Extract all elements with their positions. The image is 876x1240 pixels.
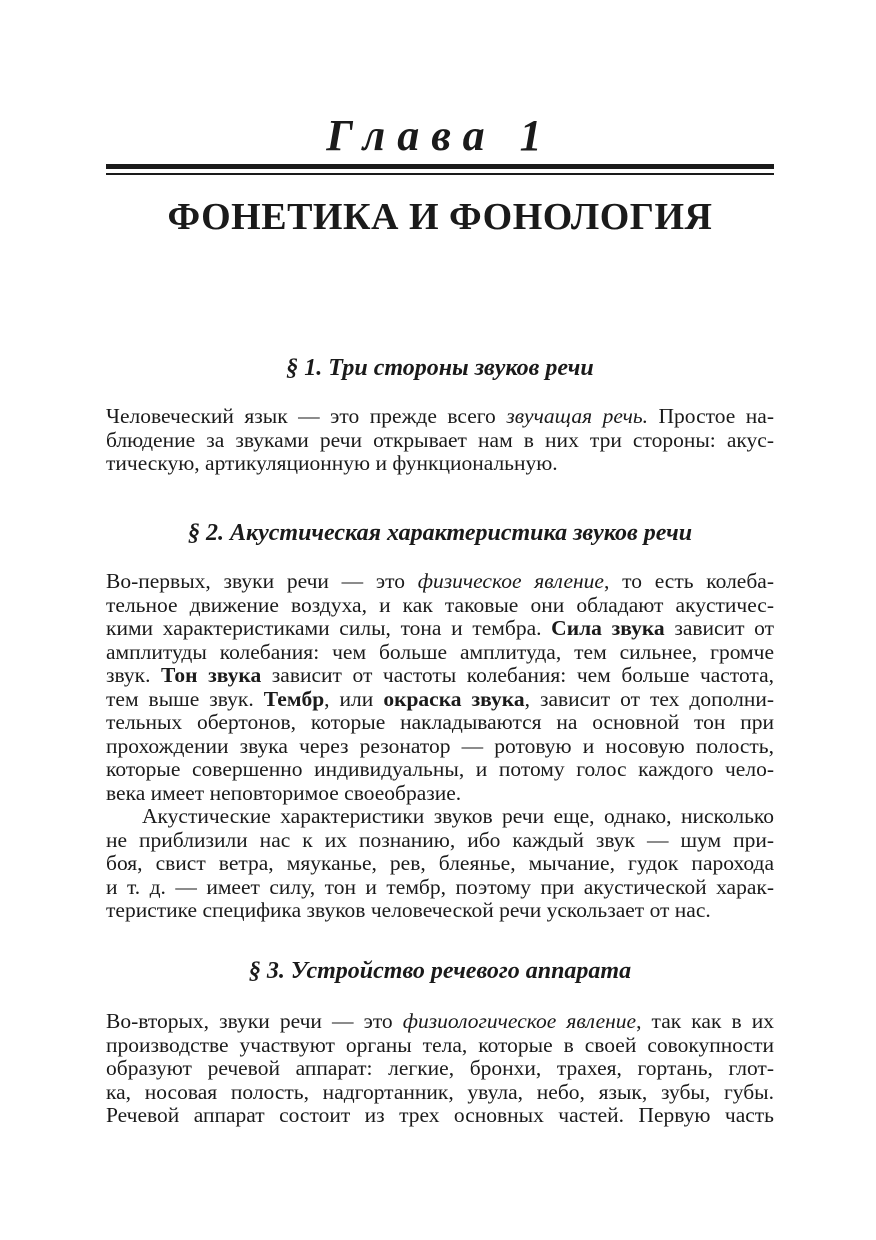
text-line: прохождении звука через резонатор — ротовую и носовую полость,: [106, 733, 774, 758]
section-1-paragraph: [106, 405, 774, 476]
chapter-rule-thick: [106, 164, 774, 169]
text-line: тическую, артикуляционную и функциональную.: [106, 451, 558, 475]
chapter-label: Глава 1: [326, 111, 554, 160]
section-1-heading: § 1. Три стороны звуков речи: [286, 355, 594, 381]
text-line: блюдение за звуками речи открывает нам в них три стороны: акус-: [106, 427, 774, 452]
text-line: и т. д. — имеет силу, тон и тембр, поэтому при акустической харак-: [106, 874, 774, 899]
chapter-rule-thin: [106, 173, 774, 175]
section-3-paragraph: [106, 1010, 774, 1128]
text-line: века имеет неповторимое своеобразие.: [106, 780, 462, 805]
text-line: ка, носовая полость, надгортанник, увула, небо, язык, зубы, губы.: [106, 1079, 774, 1104]
section-3-heading: § 3. Устройство речевого аппарата: [248, 958, 632, 984]
text-line: Речевой аппарат состоит из трех основных частей. Первую часть: [106, 1103, 774, 1127]
text-line: которые совершенно индивидуальны, и потому голос каждого чело-: [106, 757, 774, 781]
text-line: теристике специфика звуков человеческой речи ускользает от нас.: [106, 898, 711, 922]
text-line: тельное движение воздуха, и как таковые они обладают акустичес-: [106, 592, 774, 617]
text-line: Во-первых, звуки речи — это физическое явление, то есть колеба-: [106, 569, 774, 593]
text-line: Во-вторых, звуки речи — это физиологическое явление, так как в их: [106, 1009, 774, 1033]
text-line: тельных обертонов, которые накладываются на основной тон при: [106, 710, 774, 734]
text-line: звук. Тон звука зависит от частоты колебания: чем больше частота,: [106, 663, 774, 687]
text-line: образуют речевой аппарат: легкие, бронхи, трахея, гортань, глот-: [106, 1056, 774, 1080]
text-line: амплитуды колебания: чем больше амплитуда, тем сильнее, громче: [106, 639, 774, 664]
text-line: кими характеристиками силы, тона и тембра. Сила звука зависит от: [106, 616, 775, 640]
chapter-title: ФОНЕТИКА И ФОНОЛОГИЯ: [167, 196, 713, 238]
text-line: тем выше звук. Тембр, или окраска звука, зависит от тех дополни-: [106, 686, 774, 711]
text-line: Акустические характеристики звуков речи еще, однако, нисколько: [142, 804, 774, 828]
section-2-paragraph: [106, 570, 774, 923]
text-line: не приблизили нас к их познанию, ибо каждый звук — шум при-: [106, 827, 774, 852]
text-line: производстве участвуют органы тела, которые в своей совокупности: [106, 1032, 774, 1057]
text-line: боя, свист ветра, мяуканье, рев, блеянье, мычание, гудок парохода: [106, 851, 774, 875]
text-line: Человеческий язык — это прежде всего звучащая речь. Простое на-: [106, 404, 774, 428]
section-2-heading: § 2. Акустическая характеристика звуков речи: [187, 520, 693, 546]
